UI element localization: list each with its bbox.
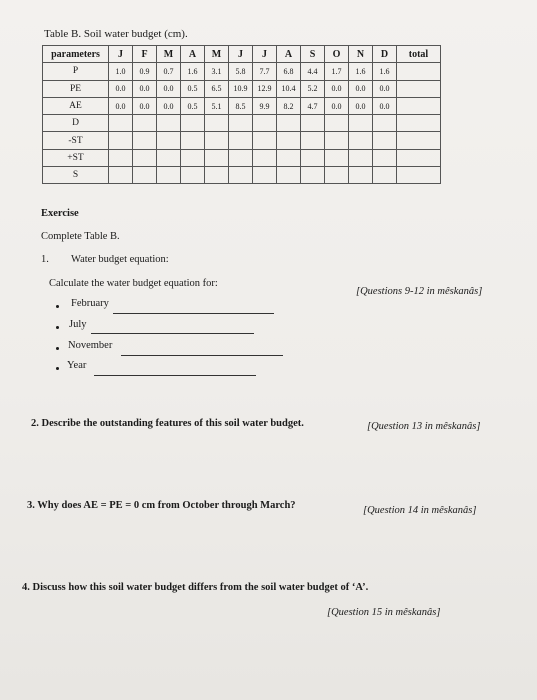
table-cell: 0.5: [181, 80, 205, 97]
table-cell[interactable]: [133, 167, 157, 184]
table-cell[interactable]: [325, 115, 349, 132]
table-cell[interactable]: [181, 149, 205, 166]
question-4: 4. Discuss how this soil water budget differs from the soil water budget of ‘A’.: [22, 582, 369, 593]
table-cell[interactable]: [301, 167, 325, 184]
bullet-icon: [56, 326, 59, 329]
table-cell[interactable]: [229, 149, 253, 166]
table-header-row: [43, 46, 441, 63]
table-cell[interactable]: [181, 132, 205, 149]
table-cell: 5.8: [229, 63, 253, 80]
header-month: F: [133, 46, 157, 63]
table-cell[interactable]: [157, 132, 181, 149]
table-cell: 4.7: [301, 97, 325, 114]
question-3: 3. Why does AE = PE = 0 cm from October through March?: [27, 500, 296, 511]
table-cell: 1.7: [325, 63, 349, 80]
header-month: S: [301, 46, 325, 63]
answer-line-november[interactable]: [121, 355, 283, 356]
table-cell: 6.5: [205, 80, 229, 97]
table-cell[interactable]: [253, 149, 277, 166]
q1-title: Water budget equation:: [71, 254, 169, 265]
table-cell[interactable]: [109, 115, 133, 132]
header-month: D: [373, 46, 397, 63]
table-cell[interactable]: [205, 167, 229, 184]
table-cell[interactable]: [397, 63, 441, 80]
row-label: D: [43, 115, 109, 132]
header-parameters: parameters: [43, 46, 109, 63]
table-cell: 5.1: [205, 97, 229, 114]
table-cell: 0.0: [157, 80, 181, 97]
bullet-icon: [56, 347, 59, 350]
table-cell[interactable]: [157, 149, 181, 166]
header-month: A: [277, 46, 301, 63]
header-total: total: [397, 46, 441, 63]
header-month: J: [253, 46, 277, 63]
header-month: M: [157, 46, 181, 63]
table-cell[interactable]: [157, 167, 181, 184]
table-cell[interactable]: [397, 97, 441, 114]
table-cell[interactable]: [373, 115, 397, 132]
table-cell[interactable]: [133, 149, 157, 166]
table-cell[interactable]: [397, 80, 441, 97]
table-cell[interactable]: [109, 149, 133, 166]
table-row: [43, 149, 441, 166]
table-cell: 0.0: [349, 97, 373, 114]
table-cell: 0.0: [109, 80, 133, 97]
table-cell: 0.0: [349, 80, 373, 97]
table-cell[interactable]: [349, 115, 373, 132]
table-cell[interactable]: [301, 132, 325, 149]
table-row: [43, 63, 441, 80]
table-cell[interactable]: [133, 115, 157, 132]
table-cell: 0.0: [373, 97, 397, 114]
table-row: [43, 80, 441, 97]
row-label: -ST: [43, 132, 109, 149]
item-year: Year: [67, 360, 87, 371]
bullet-icon: [56, 367, 59, 370]
table-cell: 10.9: [229, 80, 253, 97]
table-cell: 0.9: [133, 63, 157, 80]
header-month: J: [229, 46, 253, 63]
answer-line-july[interactable]: [91, 333, 254, 334]
bullet-icon: [56, 305, 59, 308]
table-cell[interactable]: [253, 132, 277, 149]
exercise-intro: Complete Table B.: [41, 231, 120, 242]
table-cell: 8.2: [277, 97, 301, 114]
exercise-heading: Exercise: [41, 208, 79, 219]
row-label: +ST: [43, 149, 109, 166]
table-row: [43, 97, 441, 114]
table-cell[interactable]: [397, 149, 441, 166]
table-cell[interactable]: [277, 132, 301, 149]
table-cell[interactable]: [109, 167, 133, 184]
table-cell[interactable]: [325, 167, 349, 184]
table-cell[interactable]: [277, 167, 301, 184]
table-cell[interactable]: [253, 167, 277, 184]
table-cell[interactable]: [229, 132, 253, 149]
table-cell[interactable]: [397, 167, 441, 184]
row-label: P: [43, 63, 109, 80]
table-cell: 0.5: [181, 97, 205, 114]
table-cell: 1.6: [373, 63, 397, 80]
table-cell: 0.0: [325, 80, 349, 97]
item-february: February: [71, 298, 109, 309]
table-cell: 7.7: [253, 63, 277, 80]
table-cell: 0.0: [373, 80, 397, 97]
table-cell[interactable]: [253, 115, 277, 132]
q3-reference: [Question 14 in mêskanâs]: [363, 505, 477, 516]
table-cell: 1.6: [181, 63, 205, 80]
table-cell: 9.9: [253, 97, 277, 114]
table-cell: 0.0: [109, 97, 133, 114]
header-month: A: [181, 46, 205, 63]
table-cell[interactable]: [397, 132, 441, 149]
q1-reference: [Questions 9-12 in mêskanâs]: [356, 286, 483, 297]
q1-number: 1.: [41, 254, 49, 265]
table-cell[interactable]: [397, 115, 441, 132]
table-cell[interactable]: [157, 115, 181, 132]
table-row: [43, 132, 441, 149]
header-month: J: [109, 46, 133, 63]
answer-line-february[interactable]: [113, 313, 274, 314]
table-row: [43, 115, 441, 132]
table-cell[interactable]: [109, 132, 133, 149]
table-cell: 0.7: [157, 63, 181, 80]
table-cell: 8.5: [229, 97, 253, 114]
q4-reference: [Question 15 in mêskanâs]: [327, 607, 441, 618]
table-cell[interactable]: [301, 149, 325, 166]
table-cell[interactable]: [277, 115, 301, 132]
table-cell[interactable]: [373, 132, 397, 149]
table-cell[interactable]: [301, 115, 325, 132]
table-cell: 0.0: [157, 97, 181, 114]
header-month: N: [349, 46, 373, 63]
table-cell: 10.4: [277, 80, 301, 97]
table-cell[interactable]: [349, 149, 373, 166]
q2-reference: [Question 13 in mêskanâs]: [367, 421, 481, 432]
table-cell: 3.1: [205, 63, 229, 80]
table-cell[interactable]: [325, 132, 349, 149]
row-label: AE: [43, 97, 109, 114]
item-july: July: [69, 319, 87, 330]
table-cell[interactable]: [277, 149, 301, 166]
question-2: 2. Describe the outstanding features of this soil water budget.: [31, 418, 304, 429]
item-november: November: [68, 340, 113, 351]
table-cell: 1.0: [109, 63, 133, 80]
table-cell: 0.0: [133, 97, 157, 114]
table-cell[interactable]: [181, 167, 205, 184]
q1-prompt: Calculate the water budget equation for:: [49, 278, 218, 289]
table-cell: 0.0: [325, 97, 349, 114]
table-cell: 12.9: [253, 80, 277, 97]
row-label: PE: [43, 80, 109, 97]
table-cell[interactable]: [133, 132, 157, 149]
table-cell[interactable]: [205, 149, 229, 166]
table-title: Table B. Soil water budget (cm).: [44, 28, 188, 40]
table-cell[interactable]: [181, 115, 205, 132]
table-cell: 4.4: [301, 63, 325, 80]
table-cell[interactable]: [205, 115, 229, 132]
table-cell[interactable]: [373, 167, 397, 184]
answer-line-year[interactable]: [94, 375, 256, 376]
table-row: [43, 167, 441, 184]
table-body: [43, 63, 441, 184]
table-cell: 5.2: [301, 80, 325, 97]
header-month: O: [325, 46, 349, 63]
table-cell: 6.8: [277, 63, 301, 80]
table-cell[interactable]: [349, 132, 373, 149]
table-cell: 1.6: [349, 63, 373, 80]
header-month: M: [205, 46, 229, 63]
table-cell[interactable]: [229, 167, 253, 184]
table-cell[interactable]: [325, 149, 349, 166]
soil-water-budget-table: [42, 45, 441, 184]
table-cell[interactable]: [205, 132, 229, 149]
table-cell[interactable]: [349, 167, 373, 184]
table-cell[interactable]: [229, 115, 253, 132]
table-cell: 0.0: [133, 80, 157, 97]
table-cell[interactable]: [373, 149, 397, 166]
row-label: S: [43, 167, 109, 184]
